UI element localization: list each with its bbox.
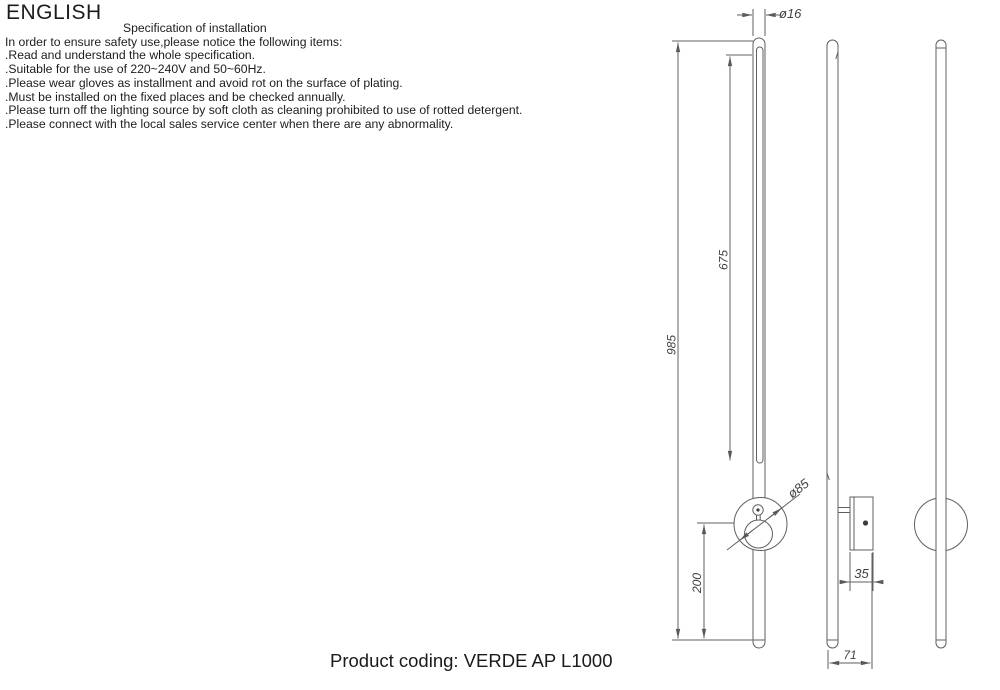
dim-label-lower-stem-height: 200	[690, 572, 704, 594]
dimension-total-height	[665, 41, 754, 639]
dim-label-tube-diameter: ø16	[779, 6, 802, 21]
product-coding: Product coding: VERDE AP L1000	[330, 650, 613, 671]
spec-item: .Please turn off the lighting source by soft cloth as cleaning prohibited to use of rotted detergent.	[5, 103, 523, 118]
screw-center-dot	[756, 508, 759, 511]
spec-item: .Suitable for the use of 220~240V and 50~60Hz.	[5, 62, 266, 77]
spec-item: .Read and understand the whole specification.	[5, 48, 256, 63]
lamp-tube-rear-outline	[936, 40, 946, 648]
dim-label-total-height: 985	[664, 334, 679, 356]
dimension-tube-diameter	[737, 6, 802, 36]
dim-label-side-projection: 71	[843, 648, 857, 662]
dim-label-canopy-diameter: ø85	[784, 475, 812, 502]
spec-item: .Must be installed on the fixed places and be checked annually.	[5, 89, 346, 104]
spec-title: Specification of installation	[123, 21, 267, 35]
led-strip-outline	[757, 47, 764, 463]
spec-intro: In order to ensure safety use,please notice the following items:	[5, 34, 343, 49]
spec-item: .Please wear gloves as installment and avoid rot on the surface of plating.	[5, 75, 403, 90]
lamp-tube-side-outline	[827, 40, 838, 648]
language-heading: ENGLISH	[6, 1, 102, 24]
dim-label-led-strip-length: 675	[716, 249, 731, 271]
bracket-screw-dot	[863, 520, 868, 525]
wall-bracket	[850, 497, 873, 550]
spec-item: .Please connect with the local sales service center when there are any abnormality.	[5, 116, 454, 131]
dimension-lower-stem-height	[690, 523, 734, 639]
dimension-bracket-depth	[841, 552, 882, 591]
rear-view	[915, 40, 968, 648]
specification-block	[5, 22, 565, 132]
dimension-led-strip-length	[717, 55, 753, 461]
dim-label-bracket-depth: 35	[854, 566, 869, 581]
